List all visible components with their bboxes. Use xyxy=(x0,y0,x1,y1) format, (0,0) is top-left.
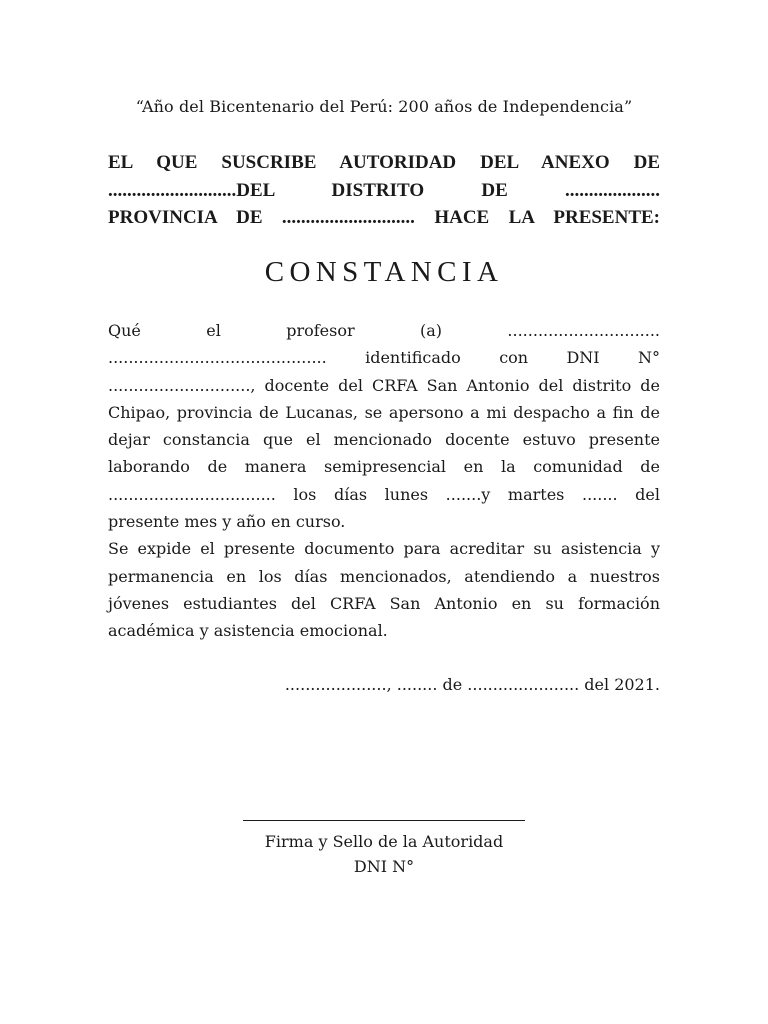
body-line: jóvenes estudiantes del CRFA San Antonio en su formación xyxy=(108,593,660,613)
signature-block xyxy=(0,808,768,879)
signature-dni: DNI N° xyxy=(353,857,415,876)
body-line: Qué el profesor (a) .............................. xyxy=(108,321,660,340)
body-line: permanencia en los días mencionados, atendiendo a nuestros xyxy=(108,566,660,586)
body-line: Se expide el presente documento para acreditar su asistencia y xyxy=(108,539,660,559)
signature-label: Firma y Sello de la Autoridad xyxy=(264,832,504,851)
body-line: presente mes y año en curso. xyxy=(108,512,346,532)
body-line: laborando de manera semipresencial en la comunidad de xyxy=(108,457,660,477)
body-line: Chipao, provincia de Lucanas, se apersono a mi despacho a fin de xyxy=(108,402,660,422)
body-text xyxy=(108,317,660,645)
document-title: CONSTANCIA xyxy=(264,256,504,288)
date-line: ...................., ........ de ...................... del 2021. xyxy=(284,675,660,694)
year-motto: “Año del Bicentenario del Perú: 200 años de Independencia” xyxy=(135,97,633,116)
signature-line xyxy=(243,820,525,821)
heading-line: PROVINCIA DE ............................ HACE LA PRESENTE: xyxy=(108,207,660,228)
heading xyxy=(108,149,660,232)
body-line: académica y asistencia emocional. xyxy=(108,621,388,641)
heading-line: EL QUE SUSCRIBE AUTORIDAD DEL ANEXO DE xyxy=(108,152,660,173)
heading-line: ...........................DEL DISTRITO DE .................... xyxy=(108,179,660,201)
body-line: dejar constancia que el mencionado docente estuvo presente xyxy=(108,430,660,450)
body-line: ........................................... identificado con DNI N° xyxy=(108,348,660,368)
body-line: ................................. los días lunes .......y martes ....... del xyxy=(108,484,660,504)
body-line: ............................, docente del CRFA San Antonio del distrito de xyxy=(108,375,660,395)
